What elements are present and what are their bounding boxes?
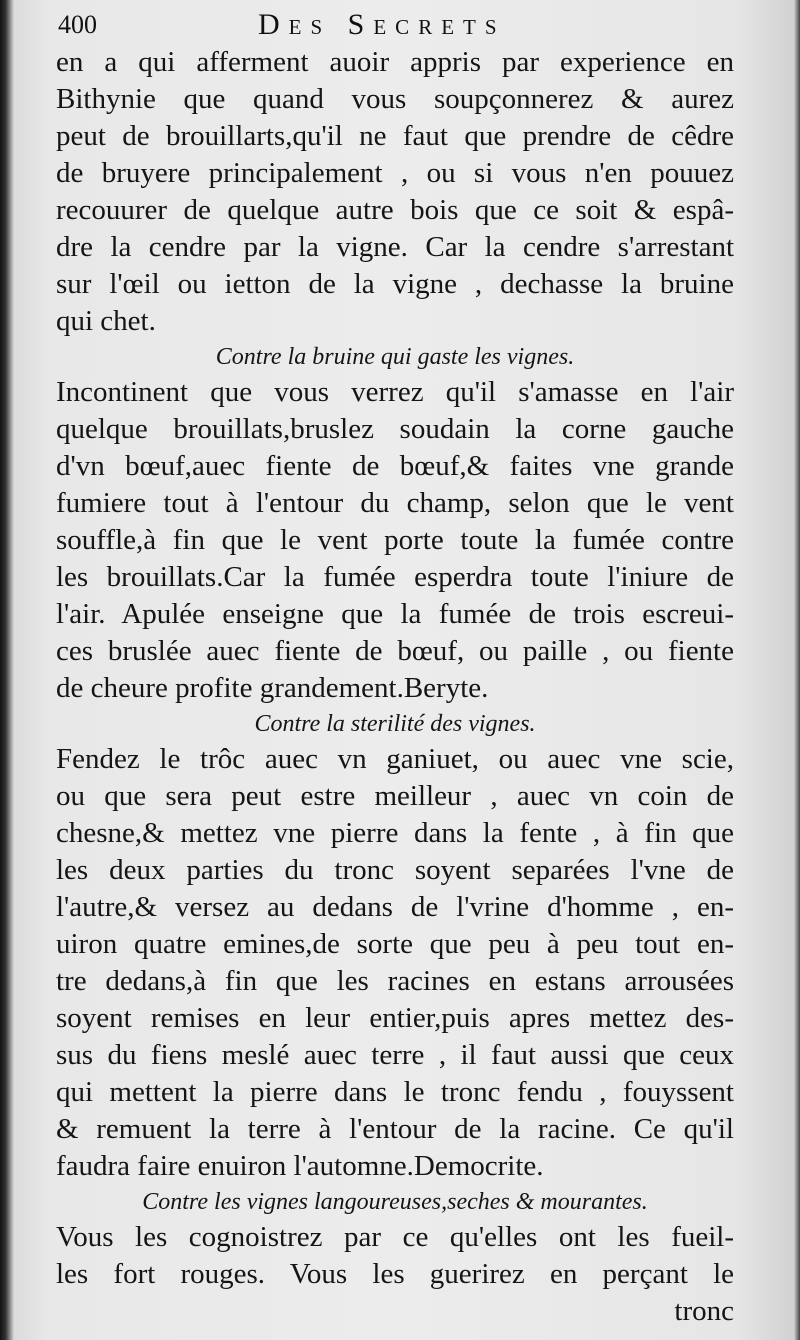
page-edge-shadow — [794, 0, 800, 1340]
text-line: de cheure profite grandement.Beryte. — [56, 672, 489, 704]
text-line: d'vn bœuf,auec fiente de bœuf,& faites vne grande — [56, 450, 734, 482]
section-heading: Contre la sterilité des vignes. — [254, 711, 536, 737]
page-number: 400 — [58, 10, 97, 39]
text-line: en a qui afferment auoir appris par experience en — [56, 46, 734, 78]
page-gutter-shadow — [0, 0, 14, 1340]
text-line: Incontinent que vous verrez qu'il s'amasse en l'air — [56, 376, 734, 408]
text-line: l'autre,& versez au dedans de l'vrine d'homme , en- — [56, 891, 734, 923]
text-line: les deux parties du tronc soyent separées l'vne de — [56, 854, 734, 886]
body-text — [56, 44, 734, 1330]
text-line: uiron quatre emines,de sorte que peu à peu tout en- — [56, 928, 734, 960]
text-line: chesne,& mettez vne pierre dans la fente , à fin que — [56, 817, 734, 849]
text-line: ces bruslée auec fiente de bœuf, ou paille , ou fiente — [56, 635, 734, 667]
text-line: qui chet. — [56, 305, 156, 337]
text-line: souffle,à fin que le vent porte toute la fumée contre — [56, 524, 734, 556]
text-line: qui mettent la pierre dans le tronc fendu , fouyssent — [56, 1076, 734, 1108]
text-line: quelque brouillats,bruslez soudain la corne gauche — [56, 413, 734, 445]
catchword: tronc — [674, 1295, 734, 1327]
text-line: & remuent la terre à l'entour de la racine. Ce qu'il — [56, 1113, 734, 1145]
page-header — [58, 6, 738, 46]
text-line: dre la cendre par la vigne. Car la cendre s'arrestant — [56, 231, 734, 263]
text-line: Vous les cognoistrez par ce qu'elles ont les fueil- — [56, 1221, 734, 1253]
text-line: les brouillats.Car la fumée esperdra toute l'iniure de — [56, 561, 734, 593]
text-line: peut de brouillarts,qu'il ne faut que prendre de cêdre — [56, 120, 734, 152]
text-line: tre dedans,à fin que les racines en estans arrousées — [56, 965, 734, 997]
section-heading: Contre les vignes langoureuses,seches & mourantes. — [142, 1189, 648, 1215]
text-line: recouurer de quelque autre bois que ce soit & espâ- — [56, 194, 734, 226]
running-title: Des Secrets — [258, 8, 506, 41]
text-line: soyent remises en leur entier,puis apres mettez des- — [56, 1002, 734, 1034]
text-line: ou que sera peut estre meilleur , auec vn coin de — [56, 780, 734, 812]
text-line: faudra faire enuiron l'automne.Democrite. — [56, 1150, 544, 1182]
text-line: l'air. Apulée enseigne que la fumée de trois escreui- — [56, 598, 734, 630]
text-line: sur l'œil ou ietton de la vigne , dechasse la bruine — [56, 268, 734, 300]
section-heading: Contre la bruine qui gaste les vignes. — [215, 344, 575, 370]
text-line: fumiere tout à l'entour du champ, selon que le vent — [56, 487, 734, 519]
text-line: de bruyere principalement , ou si vous n'en pouuez — [56, 157, 734, 189]
text-line: sus du fiens meslé auec terre , il faut aussi que ceux — [56, 1039, 734, 1071]
text-line: Fendez le trôc auec vn ganiuet, ou auec vne scie, — [56, 743, 734, 775]
text-line: les fort rouges. Vous les guerirez en perçant le — [56, 1258, 734, 1290]
text-line: Bithynie que quand vous soupçonnerez & aurez — [56, 83, 734, 115]
